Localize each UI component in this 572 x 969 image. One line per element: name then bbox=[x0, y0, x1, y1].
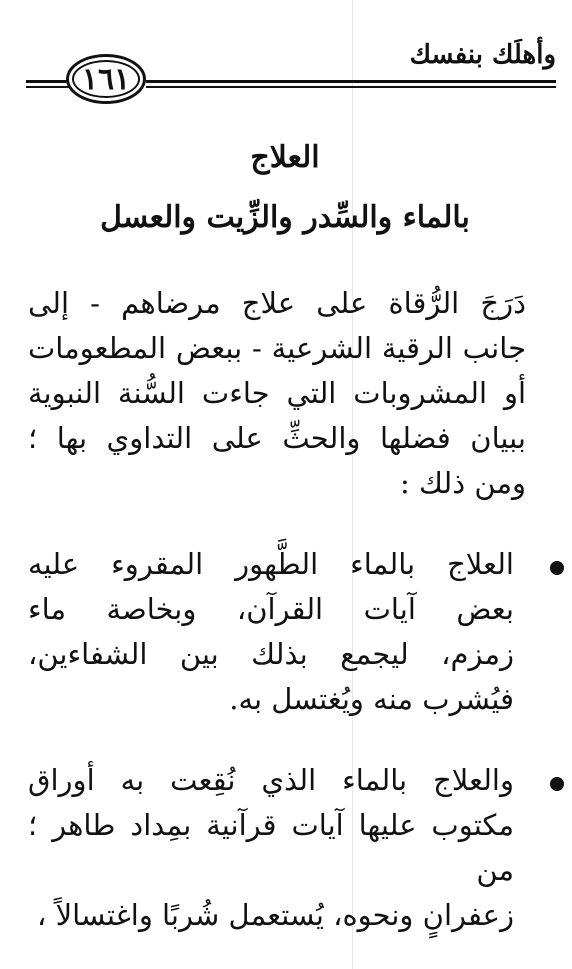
bullet-item bbox=[28, 542, 564, 722]
bullet-line: بعض آيات القرآن، وبخاصة ماء bbox=[28, 592, 514, 626]
paragraph-line: جانب الرقية الشرعية - ببعض المطعومات bbox=[28, 331, 526, 365]
bullet-line: زعفرانٍ ونحوه، يُستعمل شُربًا واغتسالاً ، bbox=[37, 898, 514, 932]
paragraph-line: ومن ذلك : bbox=[399, 466, 526, 500]
bullet-line: فيُشرب منه ويُغتسل به. bbox=[229, 682, 514, 716]
paragraph-line: ببيان فضلها والحثِّ على التداوي بها ؛ bbox=[28, 421, 526, 455]
page-number-badge bbox=[66, 54, 146, 104]
header-rule bbox=[146, 80, 556, 83]
running-title: وأهلَك بنفسك bbox=[409, 40, 556, 70]
paragraph-line: أو المشروبات التي جاءت السُّنة النبوية bbox=[28, 376, 526, 410]
bullet-line: والعلاج بالماء الذي نُقِعت به أوراق bbox=[28, 763, 514, 797]
section-title: العلاج bbox=[250, 140, 320, 175]
intro-paragraph bbox=[28, 281, 564, 506]
bullet-line: العلاج بالماء الطَّهور المقروء عليه bbox=[28, 547, 514, 581]
page-number: ١٦١ bbox=[81, 61, 131, 97]
bullet-text bbox=[28, 758, 514, 938]
page-header bbox=[26, 30, 556, 110]
bullet-text bbox=[28, 542, 514, 722]
bullet-line: مكتوب عليها آيات قرآنية بمِداد طاهر ؛ من bbox=[28, 808, 514, 887]
header-rule-thin bbox=[146, 86, 556, 88]
section-subtitle: بالماء والسِّدر والزِّيت والعسل bbox=[100, 200, 470, 235]
bullet-dot-icon bbox=[550, 777, 564, 791]
bullet-item bbox=[28, 758, 564, 938]
bullet-dot-icon bbox=[550, 561, 564, 575]
bullet-line: زمزم، ليجمع بذلك بين الشفاءين، bbox=[28, 637, 514, 671]
paragraph-line: دَرَجَ الرُّقاة على علاج مرضاهم - إلى bbox=[28, 286, 526, 320]
